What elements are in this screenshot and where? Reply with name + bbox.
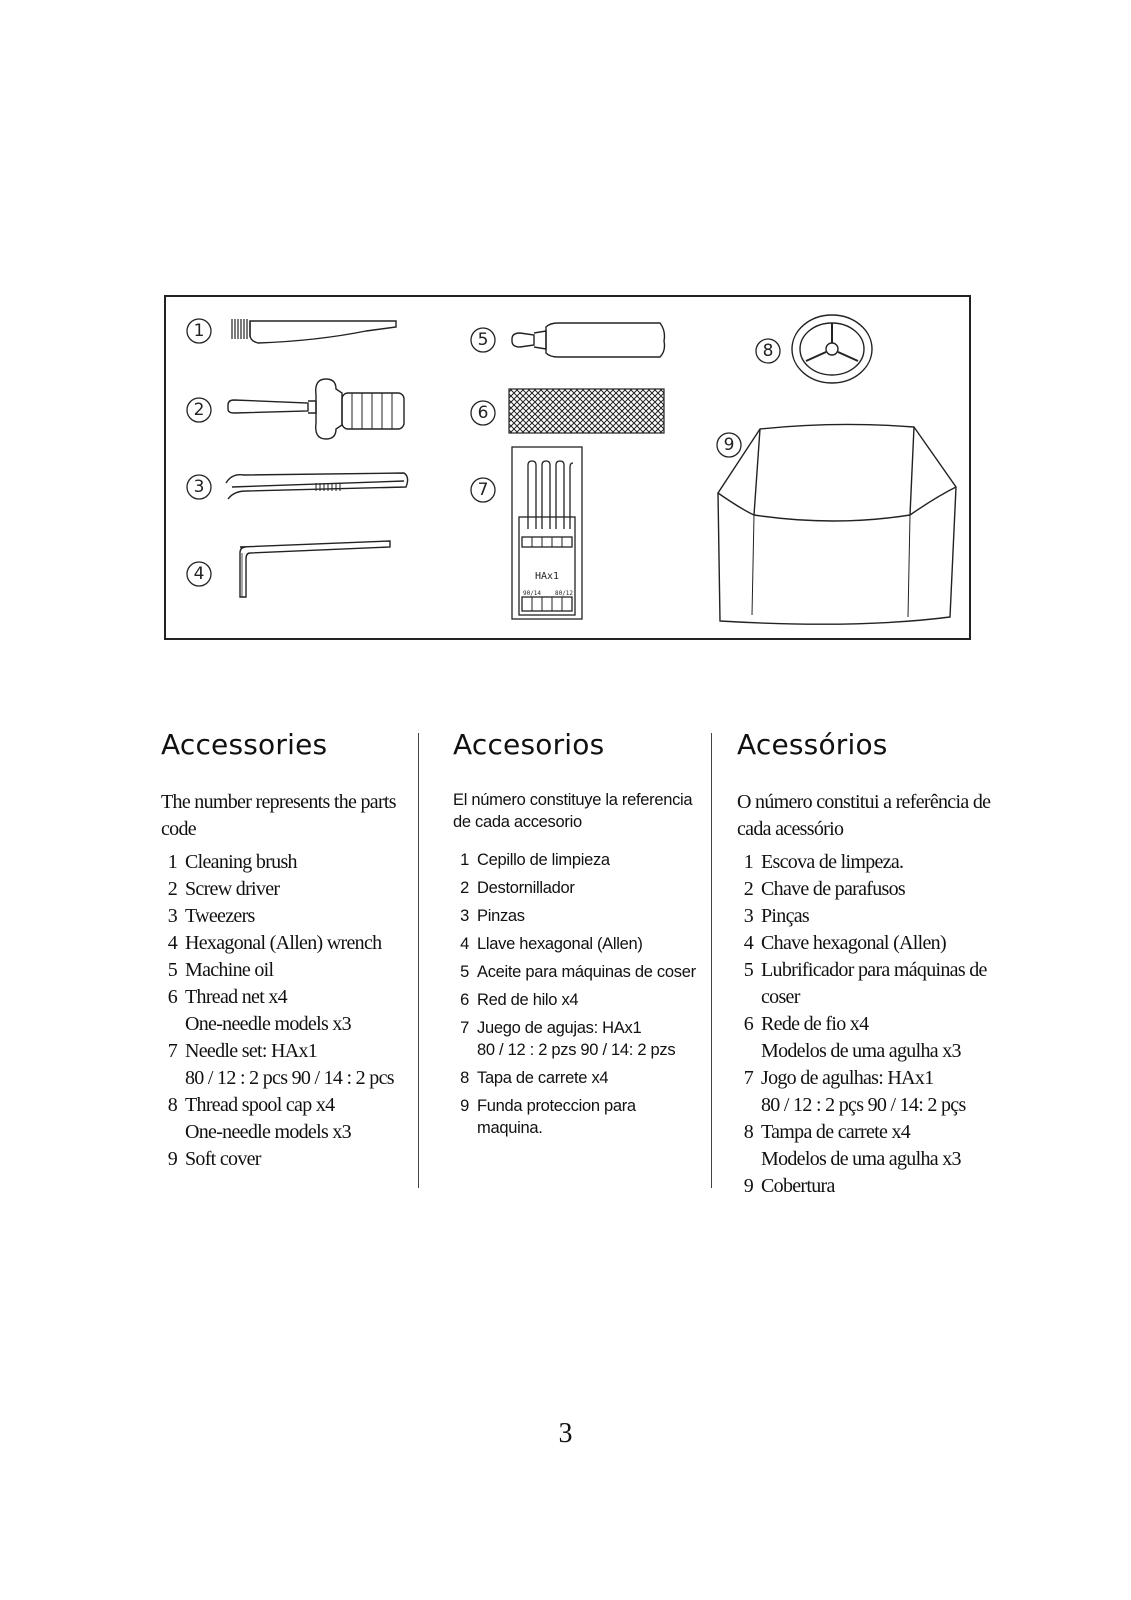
list-item bbox=[737, 903, 999, 930]
item-label: Aceite para máquinas de coser bbox=[477, 963, 696, 981]
callout-9: 9 bbox=[723, 435, 735, 455]
item-label: Juego de agujas: HAx1 bbox=[477, 1019, 642, 1037]
column-english bbox=[161, 728, 406, 1173]
list-item bbox=[737, 849, 999, 876]
column-title: Accesorios bbox=[453, 728, 605, 761]
item-number: 3 bbox=[167, 905, 177, 927]
item-number: 1 bbox=[167, 851, 177, 873]
page-number: 3 bbox=[558, 1418, 573, 1449]
allen-wrench-drawing bbox=[240, 541, 390, 597]
item-subline: 80 / 12 : 2 pçs 90 / 14: 2 pçs bbox=[761, 1094, 966, 1116]
column-title: Accessories bbox=[161, 728, 328, 761]
list-item bbox=[737, 1119, 999, 1173]
tweezers-drawing bbox=[226, 473, 408, 499]
list-item bbox=[737, 930, 999, 957]
needle-pack-label: HAx1 bbox=[534, 571, 560, 582]
item-subline: 80 / 12 : 2 pzs 90 / 14: 2 pzs bbox=[477, 1041, 676, 1059]
item-number: 8 bbox=[460, 1069, 469, 1087]
item-number: 6 bbox=[167, 986, 177, 1008]
thread-net-drawing bbox=[509, 389, 664, 433]
item-subline: Modelos de uma agulha x3 bbox=[761, 1040, 961, 1062]
item-label: Chave de parafusos bbox=[761, 878, 906, 900]
list-item bbox=[453, 1067, 703, 1089]
item-number: 3 bbox=[460, 907, 469, 925]
list-item bbox=[737, 1011, 999, 1065]
callout-6: 6 bbox=[477, 403, 489, 423]
item-label: Cleaning brush bbox=[185, 851, 297, 873]
intro-text: The number represents the parts code bbox=[161, 791, 396, 840]
item-number: 9 bbox=[460, 1097, 469, 1115]
item-number: 2 bbox=[460, 879, 469, 897]
callout-4: 4 bbox=[193, 564, 205, 584]
accessories-drawing bbox=[166, 297, 973, 642]
item-number: 4 bbox=[743, 932, 753, 954]
item-number: 3 bbox=[743, 905, 753, 927]
item-number: 1 bbox=[743, 851, 753, 873]
item-number: 6 bbox=[460, 991, 469, 1009]
list-item bbox=[161, 1146, 406, 1173]
item-number: 7 bbox=[743, 1067, 753, 1089]
callout-8: 8 bbox=[762, 341, 774, 361]
item-number: 5 bbox=[743, 959, 753, 981]
item-label: Escova de limpeza. bbox=[761, 851, 904, 873]
list-item bbox=[453, 1095, 703, 1139]
item-number: 4 bbox=[460, 935, 469, 953]
item-label: Cepillo de limpieza bbox=[477, 851, 610, 869]
item-label: Tapa de carrete x4 bbox=[477, 1069, 609, 1087]
list-item bbox=[161, 984, 406, 1038]
item-number: 9 bbox=[167, 1148, 177, 1170]
list-item bbox=[453, 933, 703, 955]
item-label: Jogo de agulhas: HAx1 bbox=[761, 1067, 934, 1089]
item-label: Rede de fio x4 bbox=[761, 1013, 869, 1035]
list-item bbox=[453, 877, 703, 899]
needle-size-right: 80/12 bbox=[554, 590, 574, 597]
item-label: Machine oil bbox=[185, 959, 274, 981]
callout-7: 7 bbox=[477, 480, 489, 500]
item-number: 4 bbox=[167, 932, 177, 954]
intro-text: El número constituye la referencia de cada accesorio bbox=[453, 791, 693, 831]
list-item bbox=[737, 1173, 999, 1200]
item-label: Pinças bbox=[761, 905, 810, 927]
item-subline: Modelos de uma agulha x3 bbox=[761, 1148, 961, 1170]
item-label: Destornillador bbox=[477, 879, 575, 897]
item-label: Cobertura bbox=[761, 1175, 835, 1197]
list-item bbox=[737, 957, 999, 1011]
callout-5: 5 bbox=[477, 330, 489, 350]
list-item bbox=[453, 961, 703, 983]
item-label: Lubrificador para máquinas de coser bbox=[761, 959, 987, 1008]
list-item bbox=[453, 989, 703, 1011]
list-item bbox=[737, 876, 999, 903]
list-item bbox=[161, 930, 406, 957]
item-subline: One-needle models x3 bbox=[185, 1013, 351, 1035]
accessories-illustration bbox=[164, 295, 971, 640]
item-number: 2 bbox=[167, 878, 177, 900]
column-portuguese bbox=[737, 728, 999, 1200]
list-item bbox=[161, 903, 406, 930]
item-label: Tampa de carrete x4 bbox=[761, 1121, 911, 1143]
item-label: Llave hexagonal (Allen) bbox=[477, 935, 643, 953]
soft-cover-drawing bbox=[718, 424, 956, 624]
item-list bbox=[161, 849, 406, 1173]
item-list bbox=[737, 849, 999, 1200]
list-item bbox=[737, 1065, 999, 1119]
screw-driver-drawing bbox=[228, 379, 404, 439]
item-label: Chave hexagonal (Allen) bbox=[761, 932, 946, 954]
machine-oil-drawing bbox=[512, 323, 665, 357]
item-number: 9 bbox=[743, 1175, 753, 1197]
item-subline: 80 / 12 : 2 pcs 90 / 14 : 2 pcs bbox=[185, 1067, 394, 1089]
item-subline: One-needle models x3 bbox=[185, 1121, 351, 1143]
item-number: 7 bbox=[167, 1040, 177, 1062]
list-item bbox=[161, 876, 406, 903]
item-number: 8 bbox=[743, 1121, 753, 1143]
callout-3: 3 bbox=[193, 477, 205, 497]
column-divider-1 bbox=[418, 733, 419, 1188]
item-label: Pinzas bbox=[477, 907, 525, 925]
item-label: Screw driver bbox=[185, 878, 280, 900]
item-number: 5 bbox=[167, 959, 177, 981]
item-label: Needle set: HAx1 bbox=[185, 1040, 318, 1062]
list-item bbox=[161, 1038, 406, 1092]
column-title: Acessórios bbox=[737, 728, 888, 761]
item-label: Soft cover bbox=[185, 1148, 261, 1170]
list-item bbox=[161, 1092, 406, 1146]
item-label: Hexagonal (Allen) wrench bbox=[185, 932, 382, 954]
item-number: 2 bbox=[743, 878, 753, 900]
item-number: 8 bbox=[167, 1094, 177, 1116]
list-item bbox=[453, 1017, 703, 1061]
list-item bbox=[161, 849, 406, 876]
column-divider-2 bbox=[711, 733, 712, 1188]
list-item bbox=[161, 957, 406, 984]
item-label: Red de hilo x4 bbox=[477, 991, 579, 1009]
item-label: Funda proteccion para maquina. bbox=[477, 1097, 636, 1137]
item-number: 5 bbox=[460, 963, 469, 981]
needle-size-left: 90/14 bbox=[522, 590, 542, 597]
callout-2: 2 bbox=[193, 400, 205, 420]
cleaning-brush-drawing bbox=[232, 319, 396, 343]
column-spanish bbox=[453, 728, 703, 1145]
item-number: 6 bbox=[743, 1013, 753, 1035]
callout-1: 1 bbox=[193, 321, 205, 341]
item-list bbox=[453, 849, 703, 1139]
item-label: Tweezers bbox=[185, 905, 255, 927]
list-item bbox=[453, 905, 703, 927]
intro-text: O número constitui a referência de cada acessório bbox=[737, 791, 991, 840]
item-number: 7 bbox=[460, 1019, 469, 1037]
item-label: Thread spool cap x4 bbox=[185, 1094, 335, 1116]
thread-spool-cap-drawing bbox=[792, 315, 872, 383]
item-label: Thread net x4 bbox=[185, 986, 287, 1008]
item-number: 1 bbox=[460, 851, 469, 869]
list-item bbox=[453, 849, 703, 871]
